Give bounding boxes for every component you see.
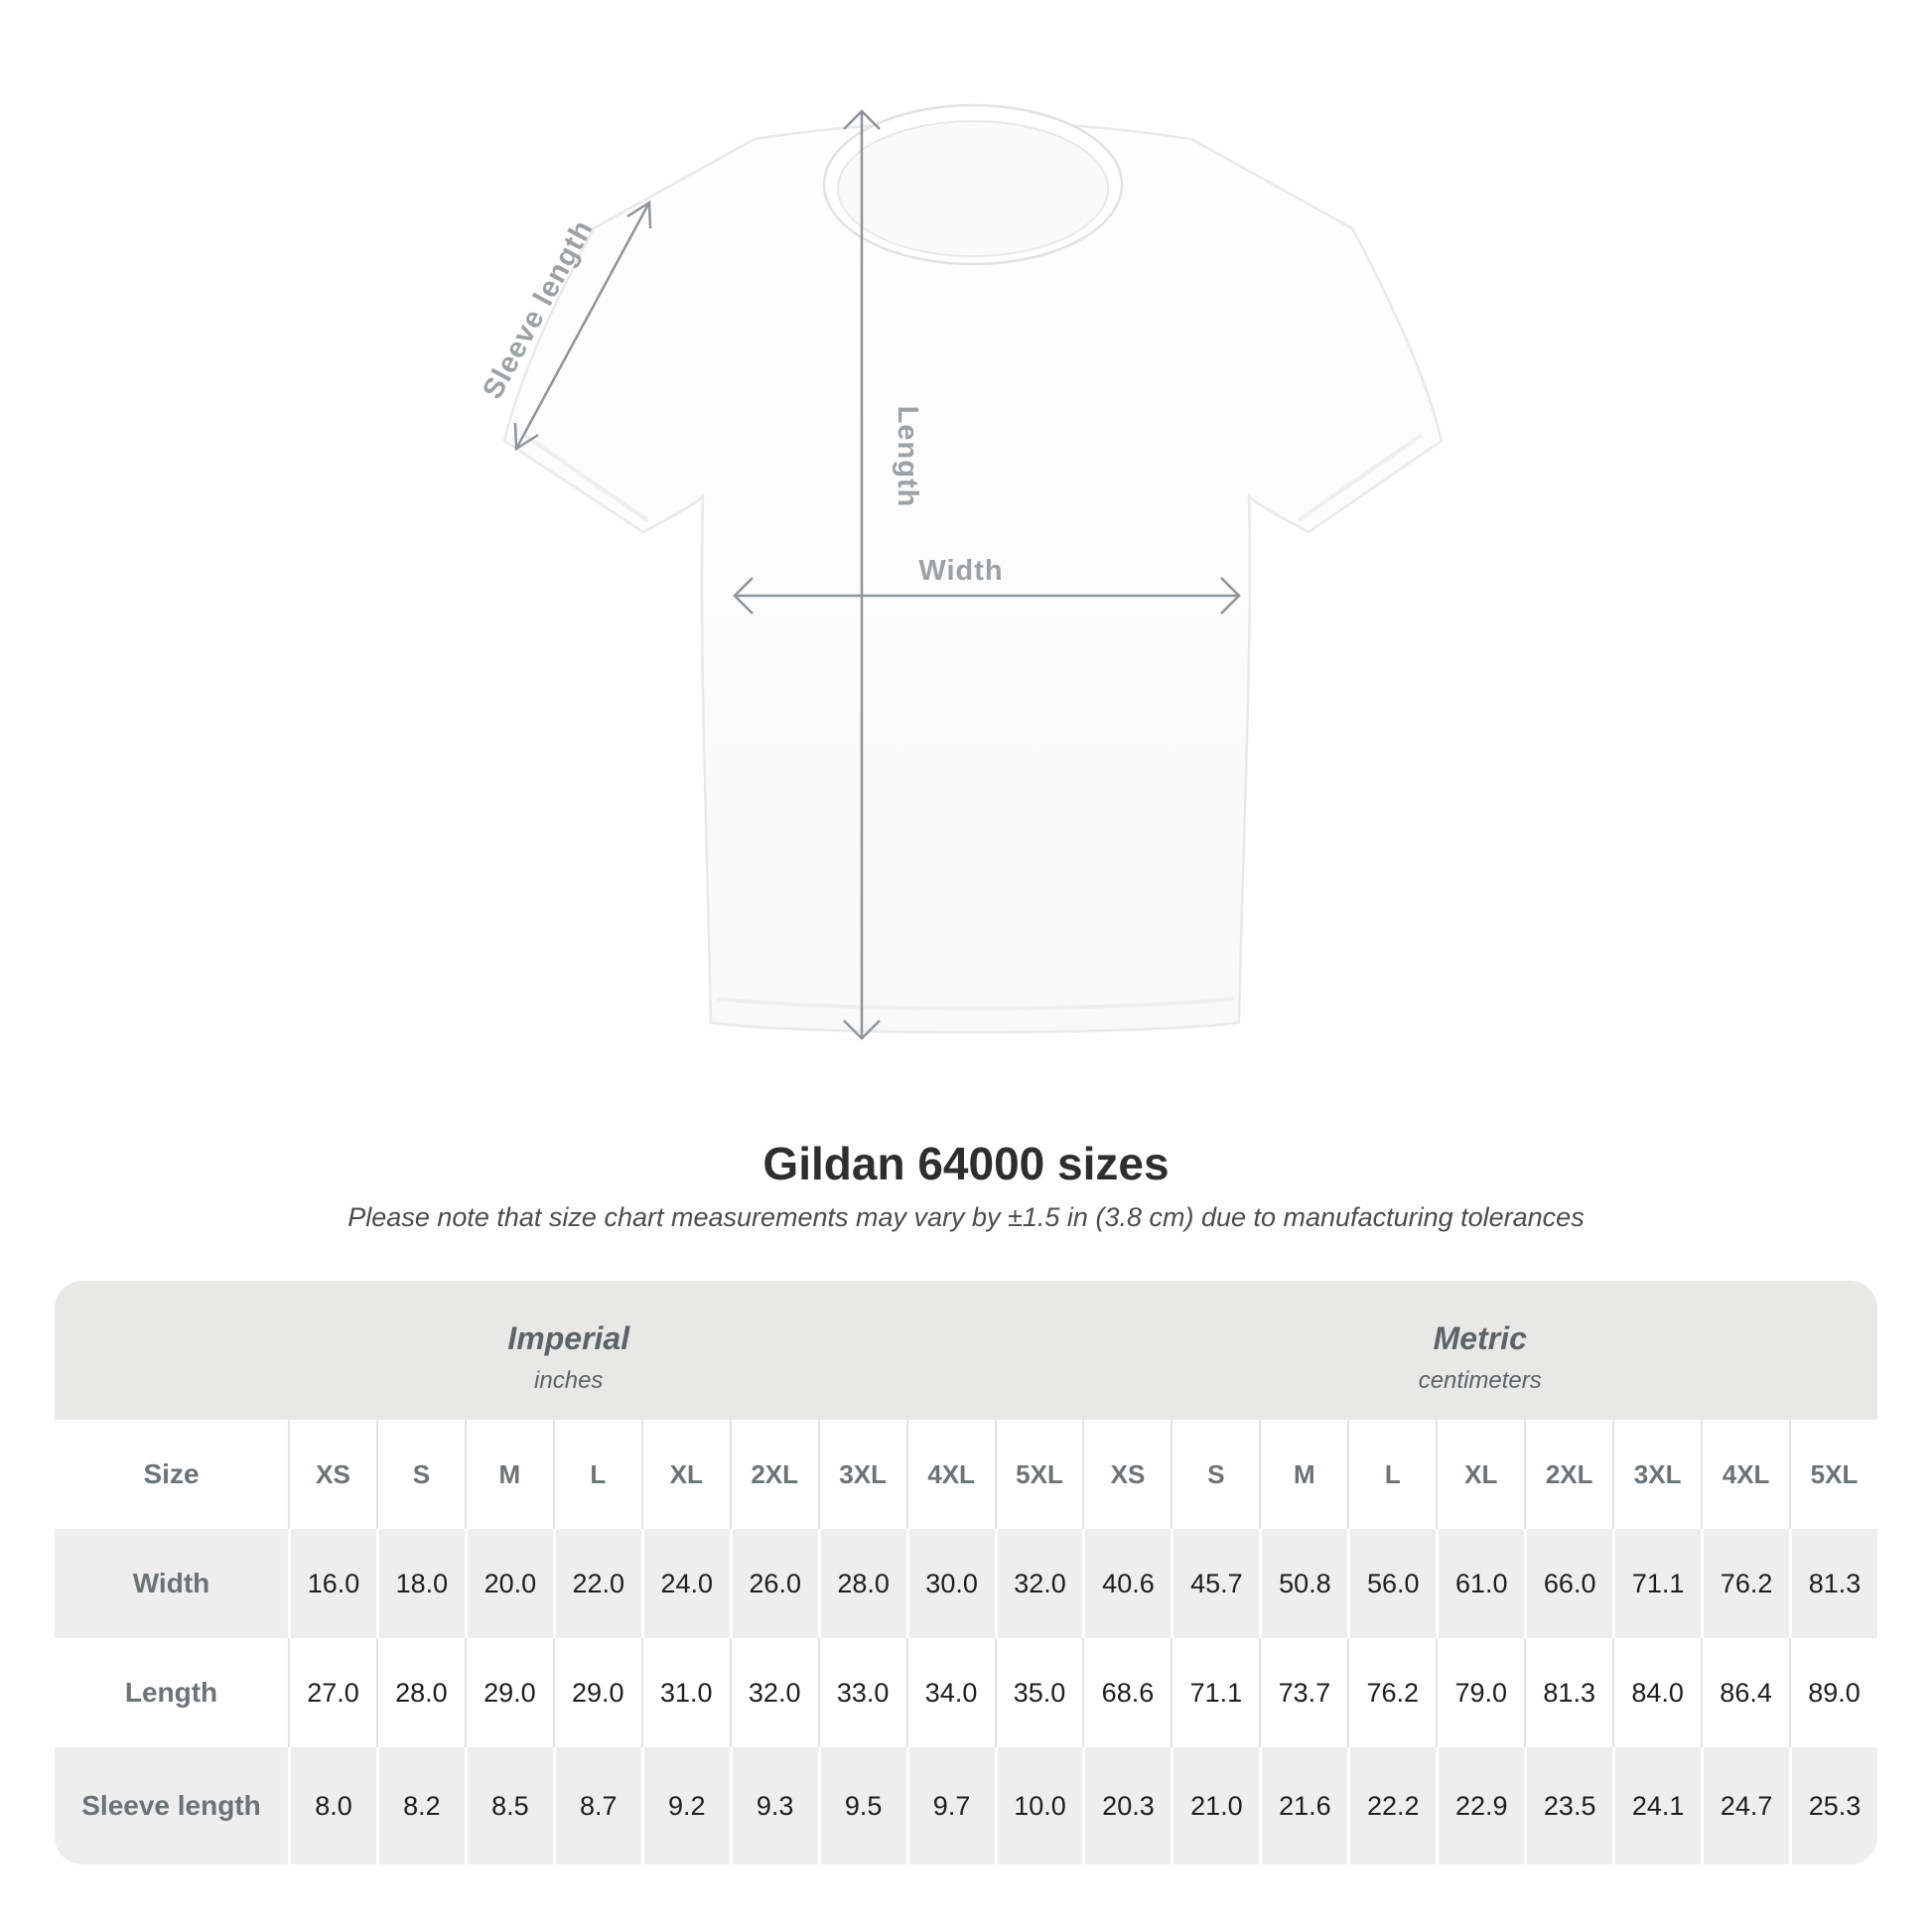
table-cell: 22.2 [1347,1747,1436,1864]
table-cell: 45.7 [1171,1529,1259,1638]
size-column-header: L [553,1420,641,1529]
table-cell: 73.7 [1259,1638,1347,1747]
table-cell: 34.0 [906,1638,995,1747]
table-cell: 22.9 [1436,1747,1524,1864]
table-cell: 76.2 [1347,1638,1436,1747]
table-cell: 79.0 [1436,1638,1524,1747]
table-cell: 9.7 [906,1747,995,1864]
table-cell: 8.0 [288,1747,376,1864]
table-cell: 35.0 [995,1638,1083,1747]
row-label: Sleeve length [55,1747,288,1864]
table-cell: 9.2 [641,1747,730,1864]
table-cell: 56.0 [1347,1529,1436,1638]
table-cell: 10.0 [995,1747,1083,1864]
table-cell: 84.0 [1612,1638,1701,1747]
table-cell: 28.0 [376,1638,465,1747]
size-column-header: XS [288,1420,376,1529]
table-cell: 20.0 [465,1529,553,1638]
table-cell: 76.2 [1701,1529,1789,1638]
size-column-header: 3XL [818,1420,906,1529]
collar-inner [838,121,1108,256]
size-column-header: S [1171,1420,1259,1529]
table-cell: 21.6 [1259,1747,1347,1864]
size-column-header: XL [641,1420,730,1529]
size-table [55,1281,1877,1864]
table-cell: 9.5 [818,1747,906,1864]
size-column-header: XS [1082,1420,1171,1529]
metric-section-header [1082,1281,1877,1420]
size-column-header: 4XL [906,1420,995,1529]
metric-section-title: Metric [1433,1319,1527,1356]
heading-block [0,1138,1932,1233]
table-cell: 20.3 [1082,1747,1171,1864]
table-cell: 8.5 [465,1747,553,1864]
imperial-section-unit: inches [534,1366,604,1394]
table-cell: 24.1 [1612,1747,1701,1864]
sleeve-length-label: Sleeve length [477,214,600,405]
metric-section-unit: centimeters [1418,1366,1542,1394]
size-column-header: 5XL [995,1420,1083,1529]
table-cell: 16.0 [288,1529,376,1638]
table-cell: 89.0 [1789,1638,1877,1747]
table-cell: 23.5 [1524,1747,1612,1864]
table-cell: 33.0 [818,1638,906,1747]
size-column-header: 5XL [1789,1420,1877,1529]
table-cell: 29.0 [553,1638,641,1747]
table-cell: 30.0 [906,1529,995,1638]
size-column-header: S [376,1420,465,1529]
size-column-header: XL [1436,1420,1524,1529]
table-cell: 40.6 [1082,1529,1171,1638]
imperial-section-header [55,1281,1082,1420]
size-column-header: M [1259,1420,1347,1529]
size-column-header: 3XL [1612,1420,1701,1529]
page-subtitle: Please note that size chart measurements may vary by ±1.5 in (3.8 cm) due to manufacturing tolerances [347,1201,1585,1232]
table-cell: 26.0 [730,1529,818,1638]
table-cell: 31.0 [641,1638,730,1747]
table-cell: 66.0 [1524,1529,1612,1638]
size-column-header: 4XL [1701,1420,1789,1529]
table-cell: 24.0 [641,1529,730,1638]
table-cell: 32.0 [730,1638,818,1747]
table-cell: 86.4 [1701,1638,1789,1747]
table-cell: 28.0 [818,1529,906,1638]
table-cell: 25.3 [1789,1747,1877,1864]
table-cell: 29.0 [465,1638,553,1747]
table-cell: 18.0 [376,1529,465,1638]
table-cell: 71.1 [1171,1638,1259,1747]
table-cell: 27.0 [288,1638,376,1747]
length-label: Length [892,405,923,508]
table-cell: 22.0 [553,1529,641,1638]
table-cell: 61.0 [1436,1529,1524,1638]
size-column-header: M [465,1420,553,1529]
page-title: Gildan 64000 sizes [762,1138,1170,1189]
size-column-header: 2XL [1524,1420,1612,1529]
width-label: Width [918,555,1004,587]
table-cell: 50.8 [1259,1529,1347,1638]
row-label: Width [55,1529,288,1638]
table-cell: 68.6 [1082,1638,1171,1747]
table-cell: 9.3 [730,1747,818,1864]
table-cell: 81.3 [1789,1529,1877,1638]
size-column-header: L [1347,1420,1436,1529]
table-cell: 8.2 [376,1747,465,1864]
table-cell: 71.1 [1612,1529,1701,1638]
row-label: Length [55,1638,288,1747]
table-cell: 32.0 [995,1529,1083,1638]
table-cell: 8.7 [553,1747,641,1864]
size-column-header: 2XL [730,1420,818,1529]
imperial-section-title: Imperial [507,1319,630,1356]
table-cell: 81.3 [1524,1638,1612,1747]
size-column-corner: Size [55,1420,288,1529]
table-cell: 24.7 [1701,1747,1789,1864]
table-cell: 21.0 [1171,1747,1259,1864]
